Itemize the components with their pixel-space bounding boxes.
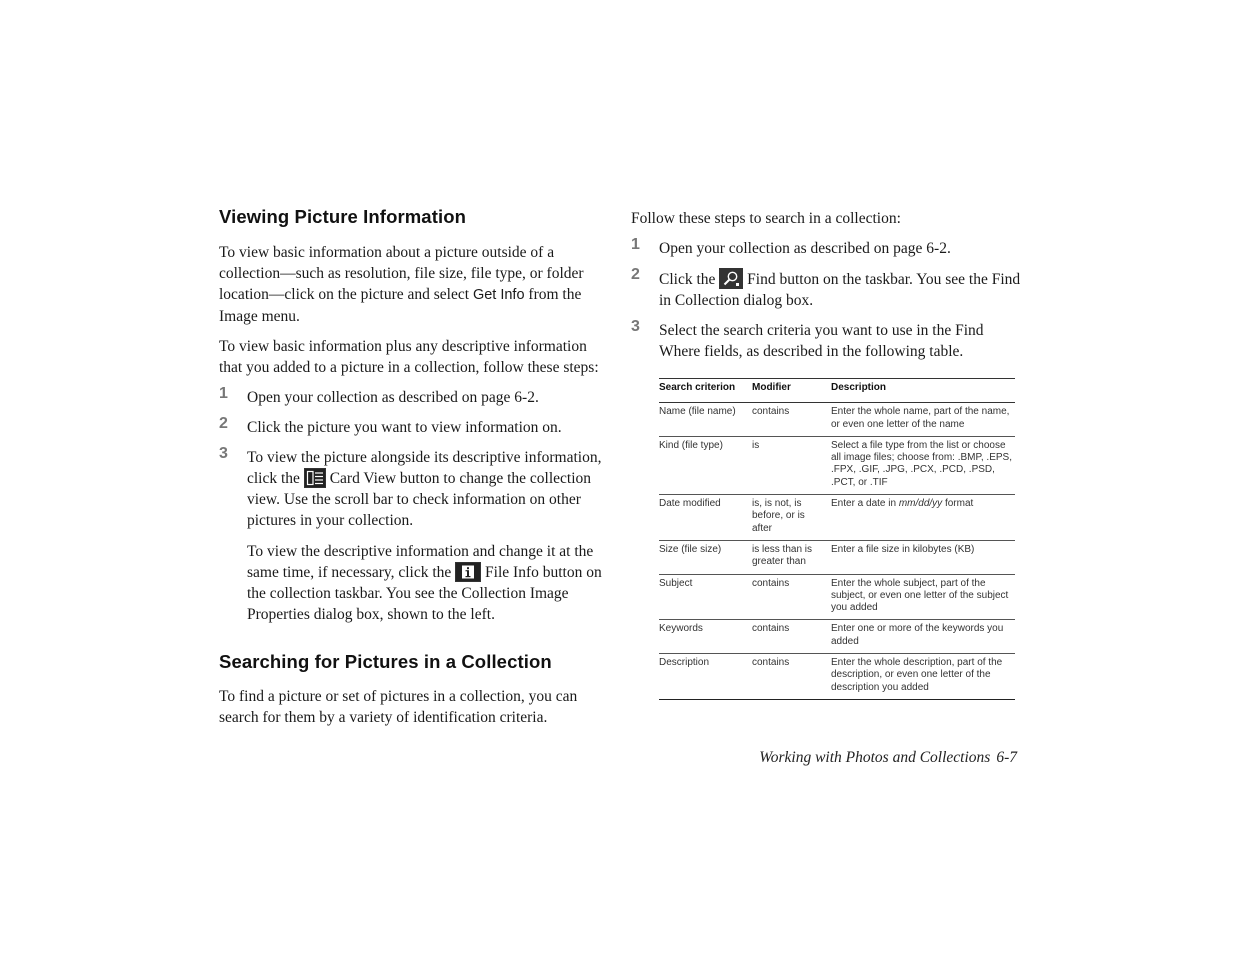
step-number: 2 [631,266,640,283]
table-cell: Name (file name) [659,403,752,437]
date-format: mm/dd/yy [898,498,943,510]
left-step-1 [219,387,611,408]
section-title-viewing: Viewing Picture Information [219,206,467,227]
table-cell: Enter a file size in kilobytes (KB) [831,540,1015,574]
paragraph-get-info: To view basic information about a picture outside of a collection—such as resolution, file size, file type, or folder location—click on the picture and select Get Info from the Image menu. [219,244,584,325]
table-cell: Enter the whole name, part of the name, or even one letter of the name [831,403,1015,437]
file-info-icon [455,562,481,582]
step-number: 3 [219,445,228,462]
file-info-note: To view the descriptive information and change it at the same time, if necessary, click the File Info button on the collection taskbar. You see the Collection Image Properties dialog box, shown to the left. [247,543,602,623]
paragraph-search-intro: To find a picture or set of pictures in a collection, you can search for them by a variety of identification criteria. [219,688,578,726]
table-cell: is, is not, is before, or is after [752,495,831,541]
step-number: 3 [631,318,640,335]
table-cell: Enter a date in mm/dd/yy format [831,495,1015,541]
left-step-2 [219,417,611,438]
table-row [659,654,1015,700]
table-cell: Enter the whole subject, part of the subject, or even one letter of the subject you added [831,574,1015,620]
step-number: 1 [631,236,640,253]
column-header: Description [831,379,1015,403]
table-cell: Kind (file type) [659,436,752,494]
step-text: Open your collection as described on page 6-2. [247,389,539,406]
column-header: Modifier [752,379,831,403]
table-header-row [659,379,1015,403]
step-text: Click the Find button on the taskbar. You see the Find in Collection dialog box. [659,268,1021,311]
table-row [659,540,1015,574]
footer-chapter-title: Working with Photos and Collections [759,749,991,766]
page-number: 6-7 [996,749,1017,766]
column-header: Search criterion [659,379,752,403]
card-view-icon [304,468,326,488]
search-criteria-table [659,378,1015,700]
search-steps-intro: Follow these steps to search in a collection: [631,210,901,227]
step-text: To view the picture alongside its descriptive information, click the Card View button to change the collection view. Use the scroll bar to check information on other pictures in your collection. [247,449,602,529]
table-row [659,436,1015,494]
paragraph-descriptive-info: To view basic information plus any descriptive information that you added to a picture in a collection, follow these steps: [219,338,599,376]
get-info-command: Get Info [472,287,525,303]
table-cell: Date modified [659,495,752,541]
find-magnifier-icon [719,268,743,289]
step-text: Select the search criteria you want to use in the Find Where fields, as described in the following table. [659,322,984,360]
left-column [219,206,611,728]
table-row [659,574,1015,620]
right-step-3 [631,320,1021,362]
table-cell: contains [752,620,831,654]
page-footer [759,749,1017,767]
table-row [659,495,1015,541]
table-cell: contains [752,574,831,620]
table-cell: is less than is greater than [752,540,831,574]
section-title-searching: Searching for Pictures in a Collection [219,651,552,672]
table-cell: Subject [659,574,752,620]
step-text: Open your collection as described on page 6-2. [659,240,951,257]
right-column [631,208,1021,700]
table-row [659,403,1015,437]
table-cell: Size (file size) [659,540,752,574]
table-cell: Enter one or more of the keywords you added [831,620,1015,654]
step-number: 2 [219,415,228,432]
table-cell: contains [752,654,831,700]
table-cell: is [752,436,831,494]
step-text: Click the picture you want to view information on. [247,419,562,436]
right-step-1 [631,238,1021,259]
step-number: 1 [219,385,228,402]
table-cell: Keywords [659,620,752,654]
table-cell: Select a file type from the list or choose all image files; choose from: .BMP, .EPS, .FPX, .GIF, .JPG, .PCX, .PCD, .PSD, .PCT, or .TIF [831,436,1015,494]
table-row [659,620,1015,654]
table-cell: Description [659,654,752,700]
table-cell: Enter the whole description, part of the description, or even one letter of the description you added [831,654,1015,700]
table-cell: contains [752,403,831,437]
right-step-2 [631,268,1021,311]
left-step-3 [219,447,611,531]
